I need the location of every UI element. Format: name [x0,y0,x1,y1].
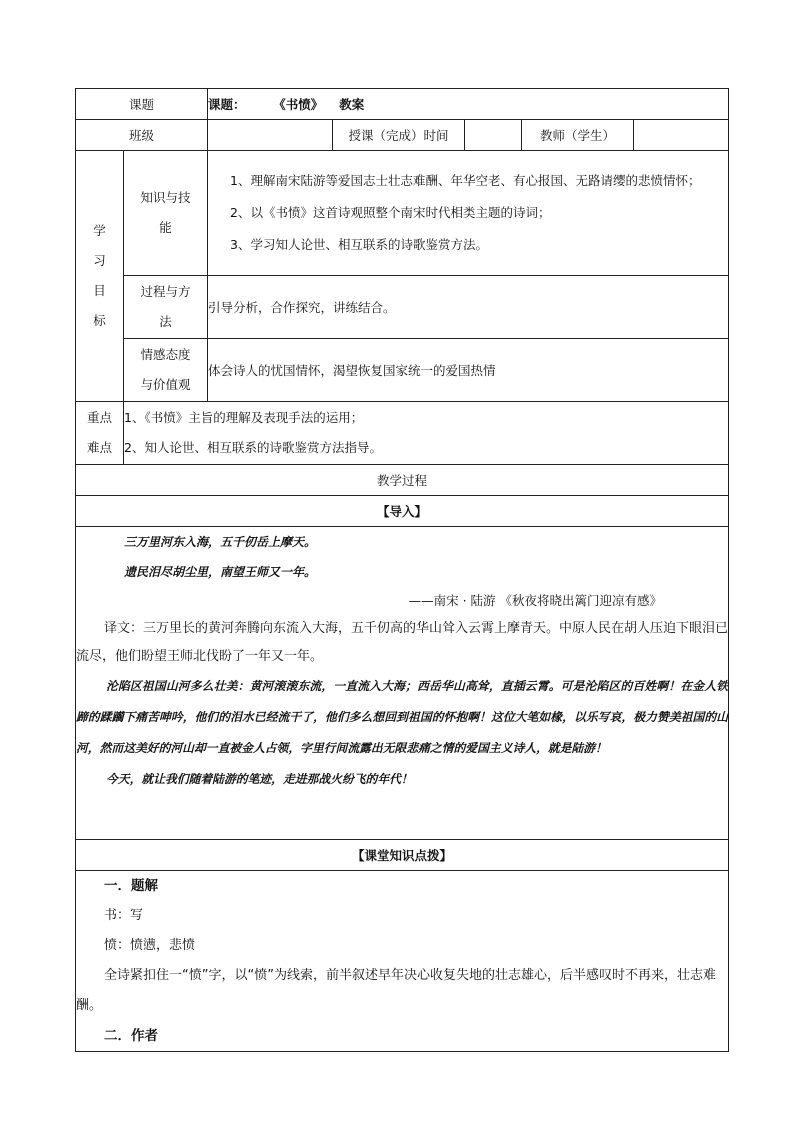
process-goal: 引导分析，合作探究，讲练结合。 [208,276,729,339]
intro-content [76,527,729,840]
topic-label: 课题 [76,89,208,120]
process-label-line: 法 [159,314,172,329]
teaching-time-label: 授课（完成）时间 [333,120,465,151]
key-points-label [76,402,124,465]
key-points-row [76,402,729,465]
key-points-label-line: 难点 [86,440,112,455]
goals-char: 习 [93,253,106,268]
goal-knowledge-row [76,151,729,276]
teaching-time-value[interactable] [465,120,522,151]
poem-line: 三万里河东入海，五千仞岳上摩天。 [124,535,317,549]
class-row [76,120,729,151]
lesson-plan-table [75,88,729,1052]
key-point-item: 1、《书愤》主旨的理解及表现手法的运用； [124,410,364,425]
knowledge-goals [208,151,729,276]
goal-emotion-row [76,339,729,402]
teacher-value[interactable] [634,120,729,151]
teacher-label: 教师（学生） [522,120,634,151]
topic-book-title: 《书愤》 [279,97,324,112]
intro-heading-row [76,496,729,527]
key-points-label-line: 重点 [86,410,112,425]
knowledge-goal-item: 2、以《书愤》这首诗观照整个南宋时代相类主题的诗词； [230,205,551,220]
goals-label [76,151,124,402]
goals-char: 目 [93,283,106,298]
goals-char: 学 [93,223,106,238]
topic-suffix: 教案 [339,97,365,112]
poem-summary: 全诗紧扣住一“愤”字，以“愤”为线索，前半叙述早年决心收复失地的壮志雄心，后半感叹时不再来，壮志难酬。 [76,968,716,1013]
topic-value-label: 课题： [208,97,246,112]
poem-attribution: ——南宋 · 陆游 《秋夜将晓出篱门迎凉有感》 [408,593,663,608]
knowledge-content [76,871,729,1052]
topic-row [76,89,729,120]
knowledge-label-line: 知识与技 [140,190,191,205]
process-title: 教学过程 [76,465,729,496]
intro-content-row [76,527,729,840]
goal-process-row [76,276,729,339]
knowledge-heading: 【课堂知识点拨】 [76,840,729,871]
goals-char: 标 [93,313,106,328]
topic-title [208,89,729,120]
author-heading: 二．作者 [104,1028,158,1044]
emotion-goal: 体会诗人的忧国情怀，渴望恢复国家统一的爱国热情 [208,339,729,402]
emotion-label-line: 与价值观 [140,377,191,392]
knowledge-content-row [76,871,729,1052]
intro-closing: 今天，就让我们随着陆游的笔迹，走进那战火纷飞的年代！ [106,772,413,786]
title-explanation-heading: 一．题解 [104,878,158,894]
knowledge-goal-item: 1、理解南宋陆游等爱国志士壮志难酬、年华空老、有心报国、无路请缨的悲愤情怀； [230,173,701,188]
knowledge-heading-row [76,840,729,871]
intro-heading: 【导入】 [76,496,729,527]
process-label [124,276,208,339]
emotion-label-line: 情感态度 [140,347,191,362]
process-title-row [76,465,729,496]
emotion-label [124,339,208,402]
poem-translation: 译文：三万里长的黄河奔腾向东流入大海，五千仞高的华山耸入云霄上摩青天。中原人民在胡人压迫下眼泪已流尽，他们盼望王师北伐盼了一年又一年。 [76,621,729,664]
intro-paragraph: 沦陷区祖国山河多么壮美：黄河滚滚东流，一直流入大海；西岳华山高耸，直插云霄。可是沦陷区的百姓啊！在金人铁蹄的蹂躏下痛苦呻吟，他们的泪水已经流干了，他们多么想回到祖国的怀抱啊！这位大笔如椽，以乐写哀，极力赞美祖国的山河，然而这美好的河山却一直被金人占领，字里行间流露出无限悲痛之情的爱国主义诗人，就是陆游！ [76,679,729,755]
explanation-shu: 书：写 [104,908,144,923]
poem-line: 遗民泪尽胡尘里，南望王师又一年。 [124,565,317,579]
key-points-list [124,402,729,465]
knowledge-label-line: 能 [159,220,172,235]
class-label: 班级 [76,120,208,151]
knowledge-label [124,151,208,276]
explanation-fen: 愤：愤懑，悲愤 [104,938,196,953]
lesson-plan-sheet [75,88,728,1052]
process-label-line: 过程与方 [140,284,191,299]
class-value[interactable] [208,120,333,151]
knowledge-goal-item: 3、学习知人论世、相互联系的诗歌鉴赏方法。 [230,237,488,252]
key-point-item: 2、知人论世、相互联系的诗歌鉴赏方法指导。 [124,440,382,455]
